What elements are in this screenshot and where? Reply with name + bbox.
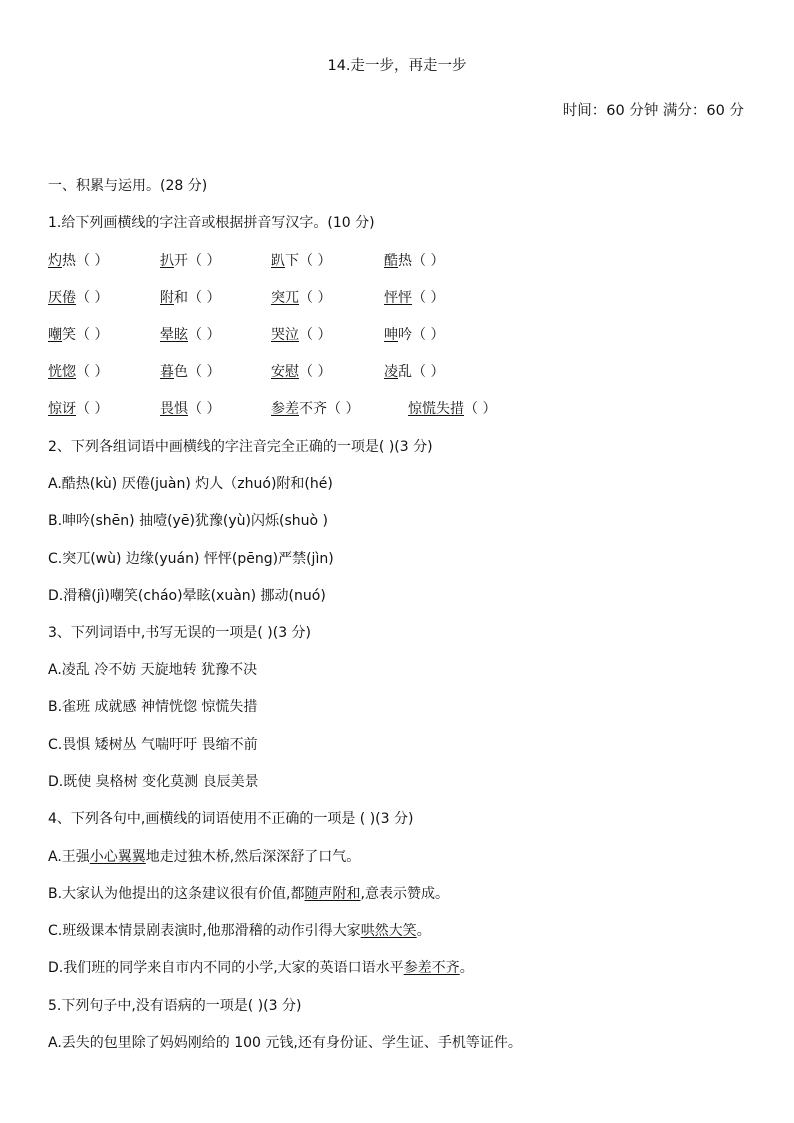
q5-option-a: A.丢失的包里除了妈妈刚给的 100 元钱,还有身份证、学生证、手机等证件。 xyxy=(48,1035,522,1051)
q4-option-c: C.班级课本情景剧表演时,他那滑稽的动作引得大家哄然大笑。 xyxy=(48,923,431,939)
q4-option-b: B.大家认为他提出的这条建议很有价值,都随声附和,意表示赞成。 xyxy=(48,886,449,902)
q1-item: 灼热（ ） xyxy=(48,253,109,269)
q3-option-c: C.畏惧 矮树丛 气喘吁吁 畏缩不前 xyxy=(48,737,258,753)
q2-option-d: D.滑稽(jì)嘲笑(cháo)晕眩(xuàn) 挪动(nuó) xyxy=(48,588,326,604)
q4-option-d: D.我们班的同学来自市内不同的小学,大家的英语口语水平参差不齐。 xyxy=(48,960,474,976)
q1-item: 附和（ ） xyxy=(160,290,221,306)
q1-item: 恍惚（ ） xyxy=(48,364,109,380)
q1-item: 畏惧（ ） xyxy=(160,401,221,417)
q2-option-a: A.酷热(kù) 厌倦(juàn) 灼人（zhuó)附和(hé) xyxy=(48,476,333,492)
q1-item: 参差不齐（ ） xyxy=(271,401,360,417)
q1-item: 呻吟（ ） xyxy=(384,327,445,343)
question-5-stem: 5.下列句子中,没有语病的一项是( )(3 分) xyxy=(48,998,302,1014)
q3-option-b: B.雀班 成就感 神情恍惚 惊慌失措 xyxy=(48,699,258,715)
q1-item: 安慰（ ） xyxy=(271,364,332,380)
q3-option-a: A.凌乱 冷不妨 天旋地转 犹豫不决 xyxy=(48,662,258,678)
question-4-stem: 4、下列各句中,画横线的词语使用不正确的一项是 ( )(3 分) xyxy=(48,811,414,827)
q1-item: 暮色（ ） xyxy=(160,364,221,380)
q2-option-b: B.呻吟(shēn) 抽噎(yē)犹豫(yù)闪烁(shuò ) xyxy=(48,513,328,529)
section-heading: 一、积累与运用。(28 分) xyxy=(48,178,208,194)
q3-option-d: D.既使 臭格树 变化莫测 良辰美景 xyxy=(48,774,259,790)
q1-item: 怦怦（ ） xyxy=(384,290,445,306)
question-2-stem: 2、下列各组词语中画横线的字注音完全正确的一项是( )(3 分) xyxy=(48,439,433,455)
q1-item: 晕眩（ ） xyxy=(160,327,221,343)
q1-item: 凌乱（ ） xyxy=(384,364,445,380)
q1-item: 突兀（ ） xyxy=(271,290,332,306)
q1-item: 惊讶（ ） xyxy=(48,401,109,417)
q1-item: 趴下（ ） xyxy=(271,253,332,269)
question-1-stem: 1.给下列画横线的字注音或根据拼音写汉字。(10 分) xyxy=(48,215,375,231)
q4-option-a: A.王强小心翼翼地走过独木桥,然后深深舒了口气。 xyxy=(48,849,361,865)
q1-item: 扒开（ ） xyxy=(160,253,221,269)
q1-item: 哭泣（ ） xyxy=(271,327,332,343)
question-3-stem: 3、下列词语中,书写无误的一项是( )(3 分) xyxy=(48,625,312,641)
q1-item: 酷热（ ） xyxy=(384,253,445,269)
q2-option-c: C.突兀(wù) 边缘(yuán) 怦怦(pēng)严禁(jìn) xyxy=(48,551,334,567)
q1-item: 惊慌失措（ ） xyxy=(408,401,497,417)
q1-item: 嘲笑（ ） xyxy=(48,327,109,343)
q1-item: 厌倦（ ） xyxy=(48,290,109,306)
exam-meta: 时间：60 分钟 满分：60 分 xyxy=(562,103,744,119)
page-title: 14.走一步，再走一步 xyxy=(327,58,467,74)
